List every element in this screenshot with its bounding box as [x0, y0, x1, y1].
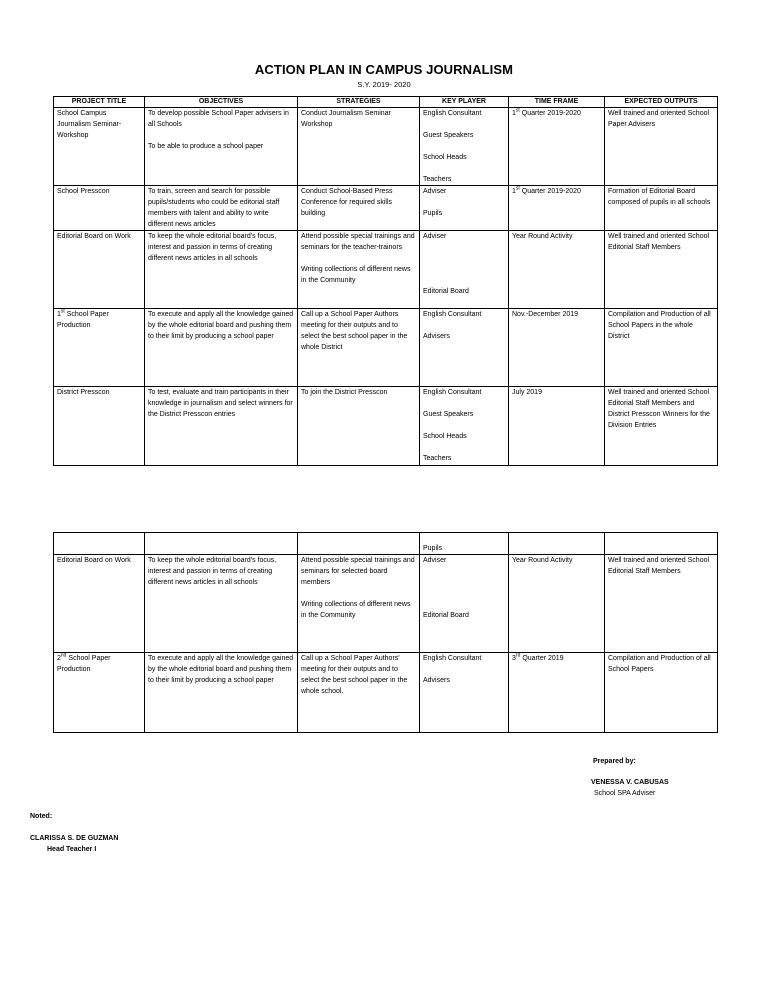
project-title-cell: Editorial Board on Work: [54, 555, 145, 653]
time-frame-cell: July 2019: [509, 387, 605, 466]
table-row: [54, 555, 718, 653]
project-title-cell: 2nd School Paper Production: [54, 653, 145, 733]
time-frame-cell: Year Round Activity: [509, 231, 605, 309]
header-time-frame: TIME FRAME: [509, 97, 605, 108]
school-year: S.Y. 2019- 2020: [357, 80, 411, 89]
strategies-cell: Conduct Journalism Seminar Workshop: [298, 108, 420, 186]
key-player: Teachers: [423, 455, 452, 462]
key-player-cell: [420, 555, 509, 653]
time-frame-cell: [509, 533, 605, 555]
header-strategies: STRATEGIES: [298, 97, 420, 108]
strategy-text: Writing collections of different news in the Community: [301, 266, 411, 284]
time-frame-text: Quarter 2019-2020: [521, 110, 581, 117]
project-title-cell: Editorial Board on Work: [54, 231, 145, 309]
objectives-cell: [145, 533, 298, 555]
key-player: Guest Speakers: [423, 132, 474, 139]
header-project-title: PROJECT TITLE: [54, 97, 145, 108]
table-row: [54, 653, 718, 733]
key-player: English Consultant: [423, 311, 482, 318]
objective-text: To be able to produce a school paper: [148, 143, 264, 150]
key-player-cell: [420, 108, 509, 186]
time-frame-cell: Nov.-December 2019: [509, 309, 605, 387]
strategies-cell: Call up a School Paper Authors' meeting for their outputs and to select the best school paper in the whole school.: [298, 653, 420, 733]
expected-outputs-cell: Well trained and oriented School Editorial Staff Members and District Presscon Winners for the Division Entries: [605, 387, 718, 466]
key-player-cell: Pupils: [420, 533, 509, 555]
key-player: Advisers: [423, 677, 450, 684]
key-player: Editorial Board: [423, 612, 469, 619]
table-row: [54, 309, 718, 387]
time-frame-text: Quarter 2019-2020: [521, 188, 581, 195]
strategies-cell: To join the District Presscon: [298, 387, 420, 466]
action-plan-table-continued: [53, 532, 718, 733]
key-player-cell: [420, 231, 509, 309]
strategy-text: Writing collections of different news in the Community: [301, 601, 411, 619]
project-title-text: School Paper Production: [57, 655, 111, 673]
project-title-cell: School Presscon: [54, 186, 145, 231]
strategies-cell: [298, 533, 420, 555]
key-player-cell: [420, 653, 509, 733]
key-player-cell: [420, 309, 509, 387]
objectives-cell: [145, 108, 298, 186]
document-title: ACTION PLAN IN CAMPUS JOURNALISM: [254, 62, 514, 77]
project-title-cell: District Presscon: [54, 387, 145, 466]
key-player: Editorial Board: [423, 288, 469, 295]
key-player: Adviser: [423, 188, 447, 195]
table-row: [54, 186, 718, 231]
objectives-cell: To keep the whole editorial board's focus, interest and passion in terms of creating different news articles in all schools: [145, 555, 298, 653]
noted-label: Noted:: [30, 813, 53, 820]
objectives-cell: To test, evaluate and train participants in their knowledge in journalism and select winners for the District Presscon entries: [145, 387, 298, 466]
key-player-cell: [420, 387, 509, 466]
time-frame-cell: 1st Quarter 2019-2020: [509, 186, 605, 231]
key-player: Advisers: [423, 333, 450, 340]
header-objectives: OBJECTIVES: [145, 97, 298, 108]
expected-outputs-cell: Well trained and oriented School Editorial Staff Members: [605, 555, 718, 653]
key-player: School Heads: [423, 433, 467, 440]
preparer-name: VENESSA V. CABUSAS: [591, 779, 669, 786]
expected-outputs-cell: Well trained and oriented School Editorial Staff Members: [605, 231, 718, 309]
objectives-cell: To train, screen and search for possible pupils/students who could be editorial staff members with talent and ability to write different news articles: [145, 186, 298, 231]
action-plan-table: [53, 96, 718, 466]
objectives-cell: To execute and apply all the knowledge gained by the whole editorial board and pushing them to their limit by producing a school paper: [145, 309, 298, 387]
objectives-cell: To keep the whole editorial board's focus, interest and passion in terms of creating different news articles in all schools: [145, 231, 298, 309]
objectives-cell: To execute and apply all the knowledge gained by the whole editorial board and pushing them to their limit by producing a school paper: [145, 653, 298, 733]
key-player: Pupils: [423, 210, 443, 217]
header-expected-outputs: EXPECTED OUTPUTS: [605, 97, 718, 108]
time-frame-cell: 3rd Quarter 2019: [509, 653, 605, 733]
strategies-cell: [298, 555, 420, 653]
ordinal-suffix: nd: [60, 652, 67, 659]
table-row: [54, 108, 718, 186]
expected-outputs-cell: [605, 533, 718, 555]
table-row: [54, 231, 718, 309]
key-player-cell: [420, 186, 509, 231]
ordinal-suffix: st: [60, 308, 65, 315]
project-title-text: School Paper Production: [57, 311, 109, 329]
preparer-role: School SPA Adviser: [594, 790, 656, 797]
noter-name: CLARISSA S. DE GUZMAN: [30, 835, 119, 842]
strategies-cell: Conduct School-Based Press Conference for required skills building: [298, 186, 420, 231]
header-key-player: KEY PLAYER: [420, 97, 509, 108]
ordinal-suffix: st: [515, 185, 520, 192]
time-frame-cell: Year Round Activity: [509, 555, 605, 653]
strategy-text: Attend possible special trainings and seminars for the teacher-trainors: [301, 233, 415, 251]
key-player: Guest Speakers: [423, 411, 474, 418]
key-player: Teachers: [423, 176, 452, 183]
strategies-cell: Call up a School Paper Authors meeting for their outputs and to select the best school paper in the whole District: [298, 309, 420, 387]
prepared-by-label: Prepared by:: [593, 758, 636, 765]
project-title-cell: School Campus Journalism Seminar-Workshop: [54, 108, 145, 186]
expected-outputs-cell: Well trained and oriented School Paper Advisers: [605, 108, 718, 186]
noter-role: Head Teacher I: [47, 846, 97, 853]
key-player: Adviser: [423, 557, 447, 564]
key-player: English Consultant: [423, 389, 482, 396]
ordinal-suffix: rd: [515, 652, 521, 659]
strategy-text: Attend possible special trainings and seminars for selected board members: [301, 557, 415, 586]
time-frame-cell: 1st Quarter 2019-2020: [509, 108, 605, 186]
key-player: School Heads: [423, 154, 467, 161]
project-title-cell: [54, 533, 145, 555]
key-player: Adviser: [423, 233, 447, 240]
expected-outputs-cell: Formation of Editorial Board composed of pupils in all schools: [605, 186, 718, 231]
key-player: English Consultant: [423, 655, 482, 662]
table-row: [54, 387, 718, 466]
key-player: English Consultant: [423, 110, 482, 117]
ordinal-suffix: st: [515, 107, 520, 114]
objective-text: To develop possible School Paper advisers in all Schools: [148, 110, 289, 128]
expected-outputs-cell: Compilation and Production of all School Papers: [605, 653, 718, 733]
strategies-cell: [298, 231, 420, 309]
time-frame-text: Quarter 2019: [522, 655, 564, 662]
project-title-cell: 1st School Paper Production: [54, 309, 145, 387]
table-header-row: [54, 97, 718, 108]
expected-outputs-cell: Compilation and Production of all School Papers in the whole District: [605, 309, 718, 387]
table-row: [54, 533, 718, 555]
